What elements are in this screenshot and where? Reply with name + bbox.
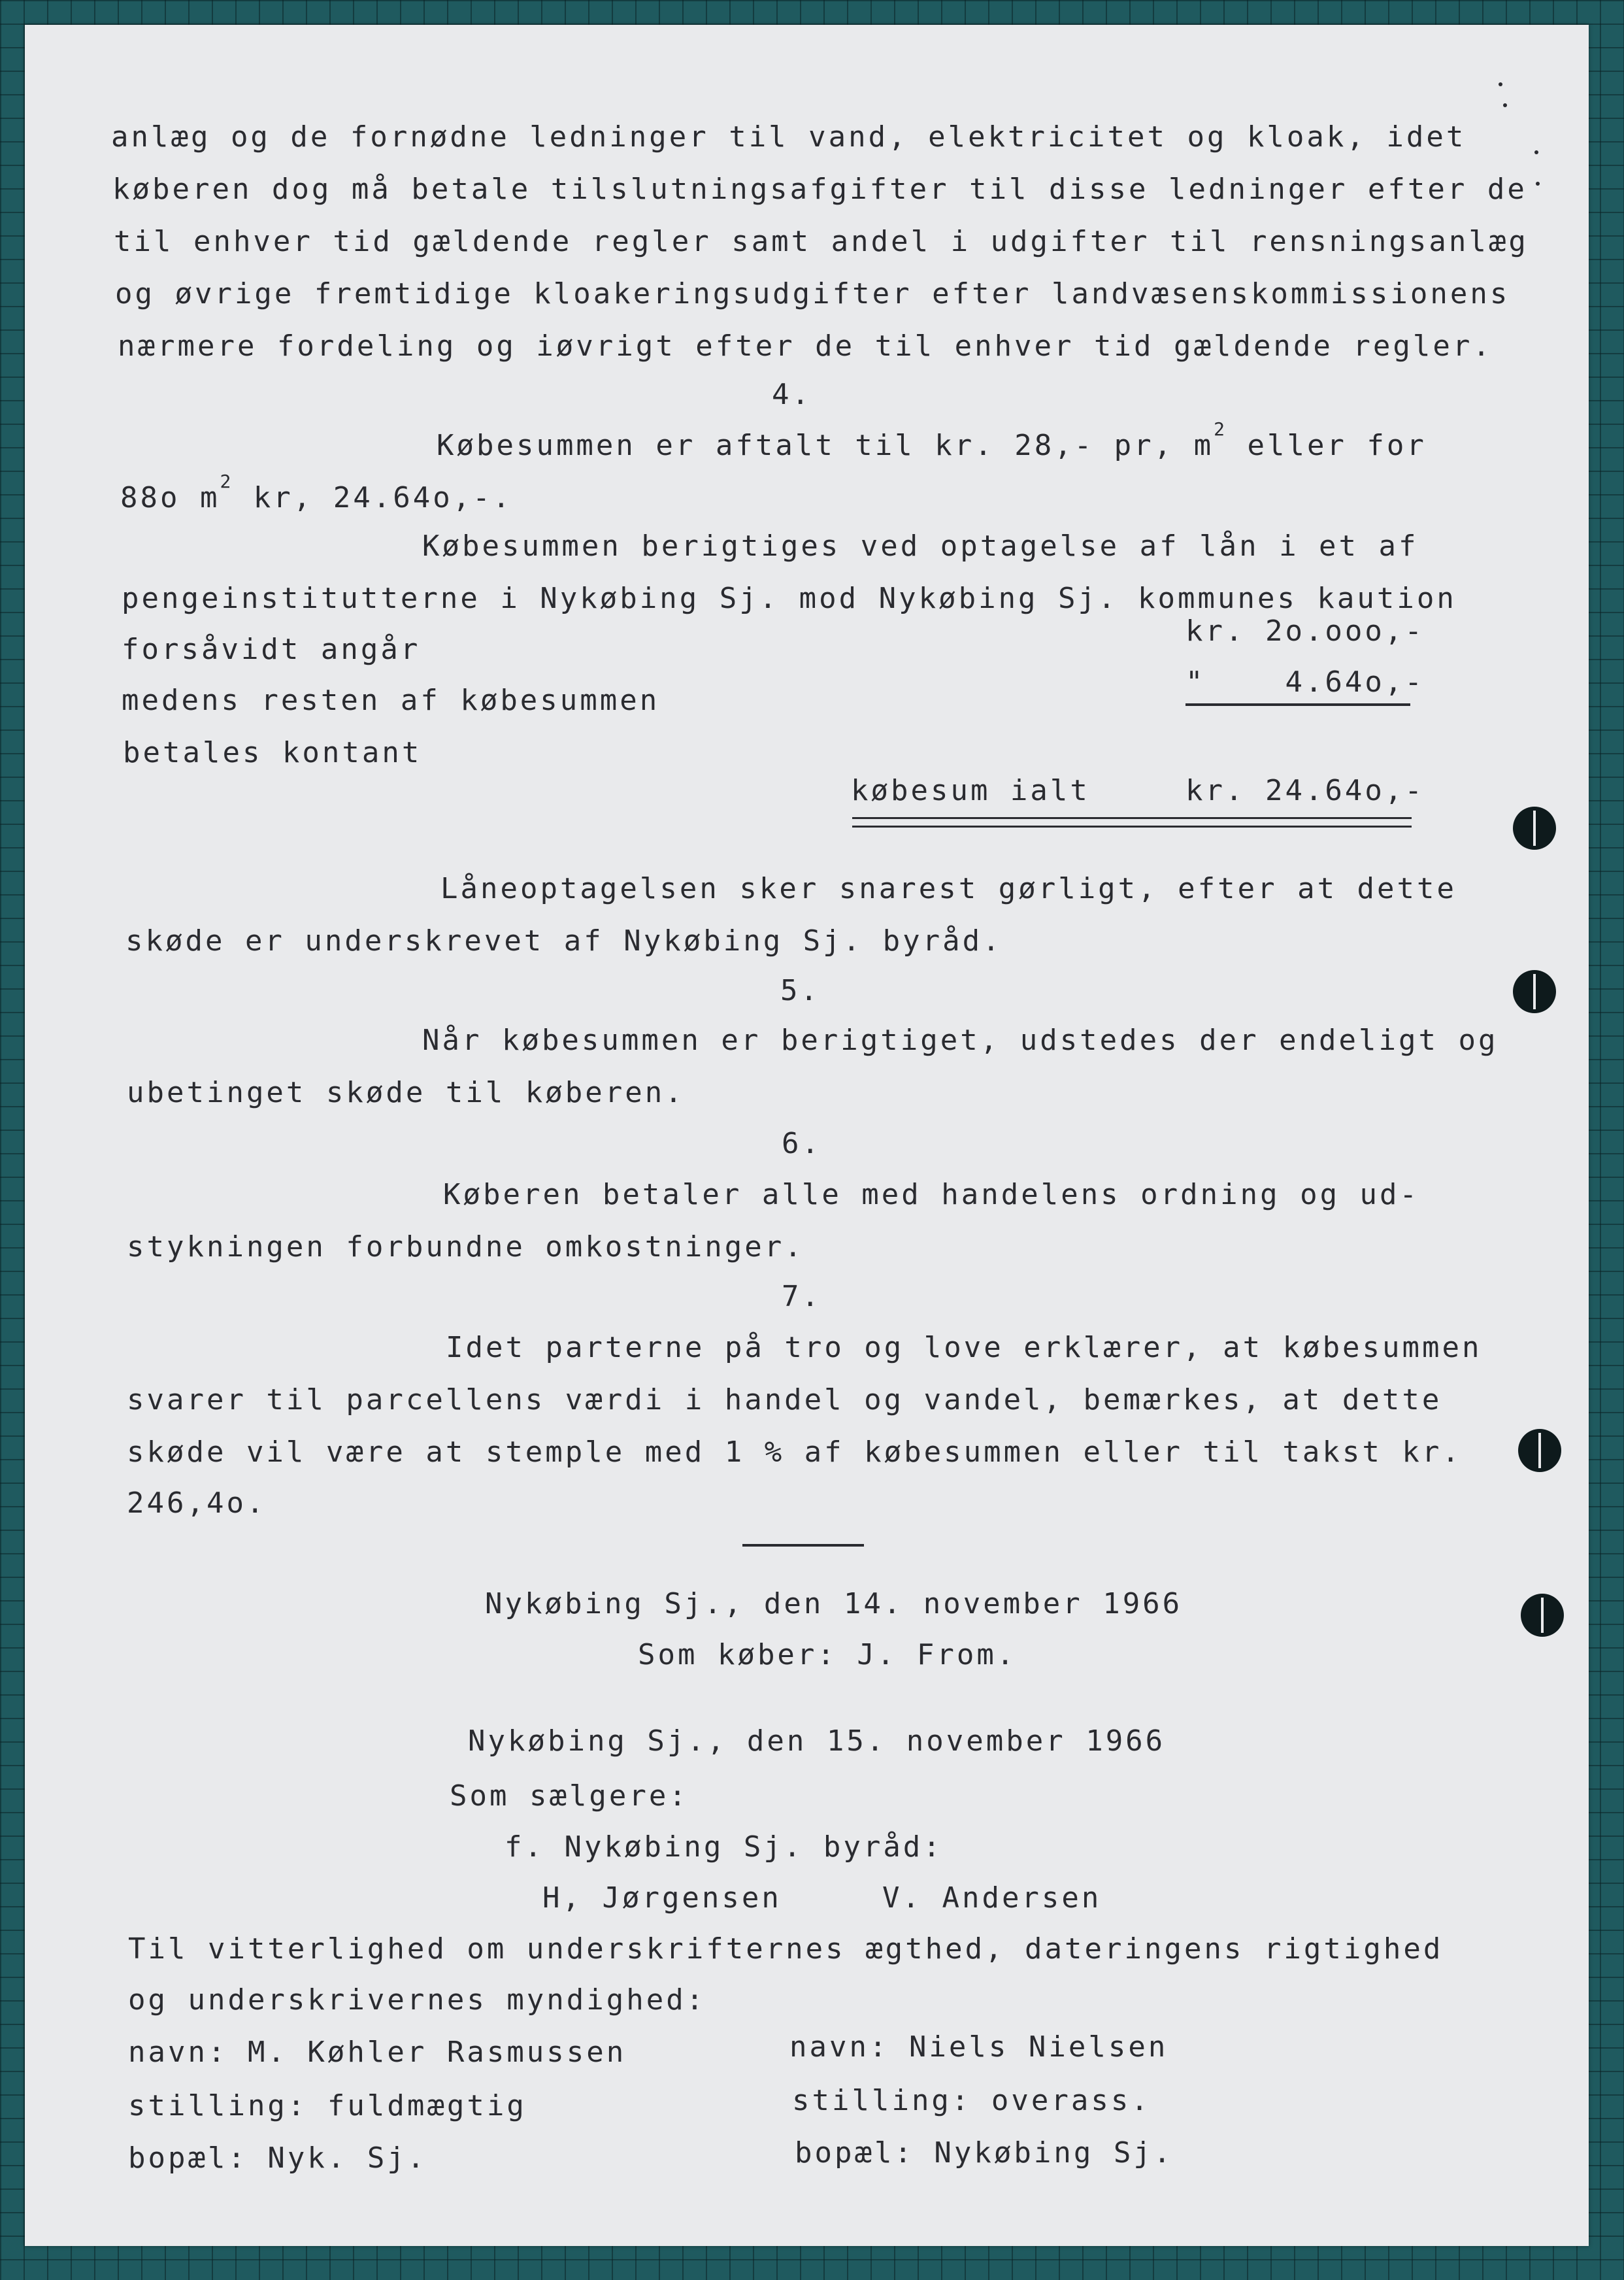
total-amount: kr. 24.64o,- bbox=[1185, 774, 1425, 807]
text-line: og øvrige fremtidige kloakeringsudgifter efter landvæsenskommissionens bbox=[115, 277, 1510, 310]
witness-line: og underskrivernes myndighed: bbox=[128, 1983, 706, 2017]
text-line bbox=[120, 471, 513, 515]
text-line: nærmere fordeling og iøvrigt efter de til enhver tid gældende regler. bbox=[118, 329, 1493, 363]
witness-position: stilling: overass. bbox=[792, 2084, 1151, 2117]
punch-hole bbox=[1513, 807, 1556, 850]
text-line: svarer til parcellens værdi i handel og vandel, bemærkes, at dette bbox=[127, 1383, 1442, 1417]
paper-speck bbox=[1534, 150, 1538, 154]
text-line: Idet parterne på tro og love erklærer, at købesummen bbox=[446, 1331, 1482, 1364]
text-line: Købesummen berigtiges ved optagelse af lån i et af bbox=[422, 529, 1419, 563]
punch-hole bbox=[1518, 1429, 1561, 1472]
witness-name: navn: Niels Nielsen bbox=[789, 2030, 1168, 2064]
text-fragment: 88o m bbox=[120, 481, 220, 514]
section-number: 6. bbox=[782, 1127, 821, 1160]
text-line: betales kontant bbox=[123, 736, 422, 769]
text-line: skøde er underskrevet af Nykøbing Sj. byråd. bbox=[125, 924, 1003, 958]
text-line: ubetinget skøde til køberen. bbox=[127, 1076, 685, 1109]
date-line: Nykøbing Sj., den 15. november 1966 bbox=[468, 1724, 1166, 1758]
text-line: køberen dog må betale tilslutningsafgifter til disse ledninger efter de bbox=[112, 173, 1527, 206]
paper-speck bbox=[1499, 82, 1502, 86]
text-line: Når købesummen er berigtiget, udstedes der endeligt og bbox=[422, 1024, 1499, 1057]
text-line: forsåvidt angår bbox=[122, 633, 421, 666]
text-line: medens resten af købesummen bbox=[122, 684, 660, 717]
council-line: f. Nykøbing Sj. byråd: bbox=[505, 1830, 943, 1864]
amount: kr. 2o.ooo,- bbox=[1185, 614, 1425, 648]
witness-address: bopæl: Nykøbing Sj. bbox=[795, 2136, 1174, 2170]
text-line: Køberen betaler alle med handelens ordning og ud- bbox=[443, 1178, 1420, 1211]
punch-hole bbox=[1521, 1594, 1564, 1637]
buyer-line: Som køber: J. From. bbox=[638, 1638, 1017, 1671]
section-number: 7. bbox=[782, 1280, 821, 1313]
text-line: 246,4o. bbox=[127, 1486, 267, 1520]
text-fragment: Købesummen er aftalt til kr. 28,- pr, m bbox=[437, 429, 1214, 462]
section-number: 5. bbox=[780, 974, 820, 1007]
paper-speck bbox=[1536, 182, 1540, 186]
date-line: Nykøbing Sj., den 14. november 1966 bbox=[485, 1587, 1183, 1620]
text-line: pengeinstitutterne i Nykøbing Sj. mod Nykøbing Sj. kommunes kaution bbox=[122, 582, 1457, 615]
signature-name: V. Andersen bbox=[882, 1881, 1102, 1915]
underline-rule bbox=[1185, 703, 1410, 706]
section-number: 4. bbox=[772, 378, 812, 411]
total-label: købesum ialt bbox=[851, 774, 1090, 807]
text-fragment: kr, 24.64o,-. bbox=[233, 481, 513, 514]
double-rule bbox=[852, 817, 1412, 828]
text-line: til enhver tid gældende regler samt andel i udgifter til rensningsanlæg bbox=[114, 225, 1529, 258]
text-fragment: eller for bbox=[1227, 429, 1427, 462]
superscript: 2 bbox=[1214, 418, 1227, 441]
amount: " 4.64o,- bbox=[1185, 665, 1425, 699]
witness-line: Til vitterlighed om underskrifternes ægthed, dateringens rigtighed bbox=[128, 1932, 1444, 1966]
document-page bbox=[25, 25, 1589, 2246]
witness-name: navn: M. Køhler Rasmussen bbox=[128, 2036, 627, 2069]
witness-position: stilling: fuldmægtig bbox=[128, 2089, 527, 2122]
text-line: anlæg og de fornødne ledninger til vand, elektricitet og kloak, idet bbox=[111, 120, 1467, 154]
text-line: skøde vil være at stemple med 1 % af købesummen eller til takst kr. bbox=[127, 1435, 1462, 1469]
witness-address: bopæl: Nyk. Sj. bbox=[128, 2141, 427, 2175]
punch-hole bbox=[1513, 970, 1556, 1013]
text-line bbox=[437, 418, 1427, 463]
separator-rule bbox=[742, 1544, 864, 1547]
superscript: 2 bbox=[220, 471, 234, 493]
text-line: Låneoptagelsen sker snarest gørligt, efter at dette bbox=[440, 872, 1457, 905]
sellers-line: Som sælgere: bbox=[450, 1779, 689, 1813]
signature-name: H, Jørgensen bbox=[542, 1881, 782, 1915]
paper-speck bbox=[1503, 103, 1507, 107]
text-line: stykningen forbundne omkostninger. bbox=[127, 1230, 804, 1264]
